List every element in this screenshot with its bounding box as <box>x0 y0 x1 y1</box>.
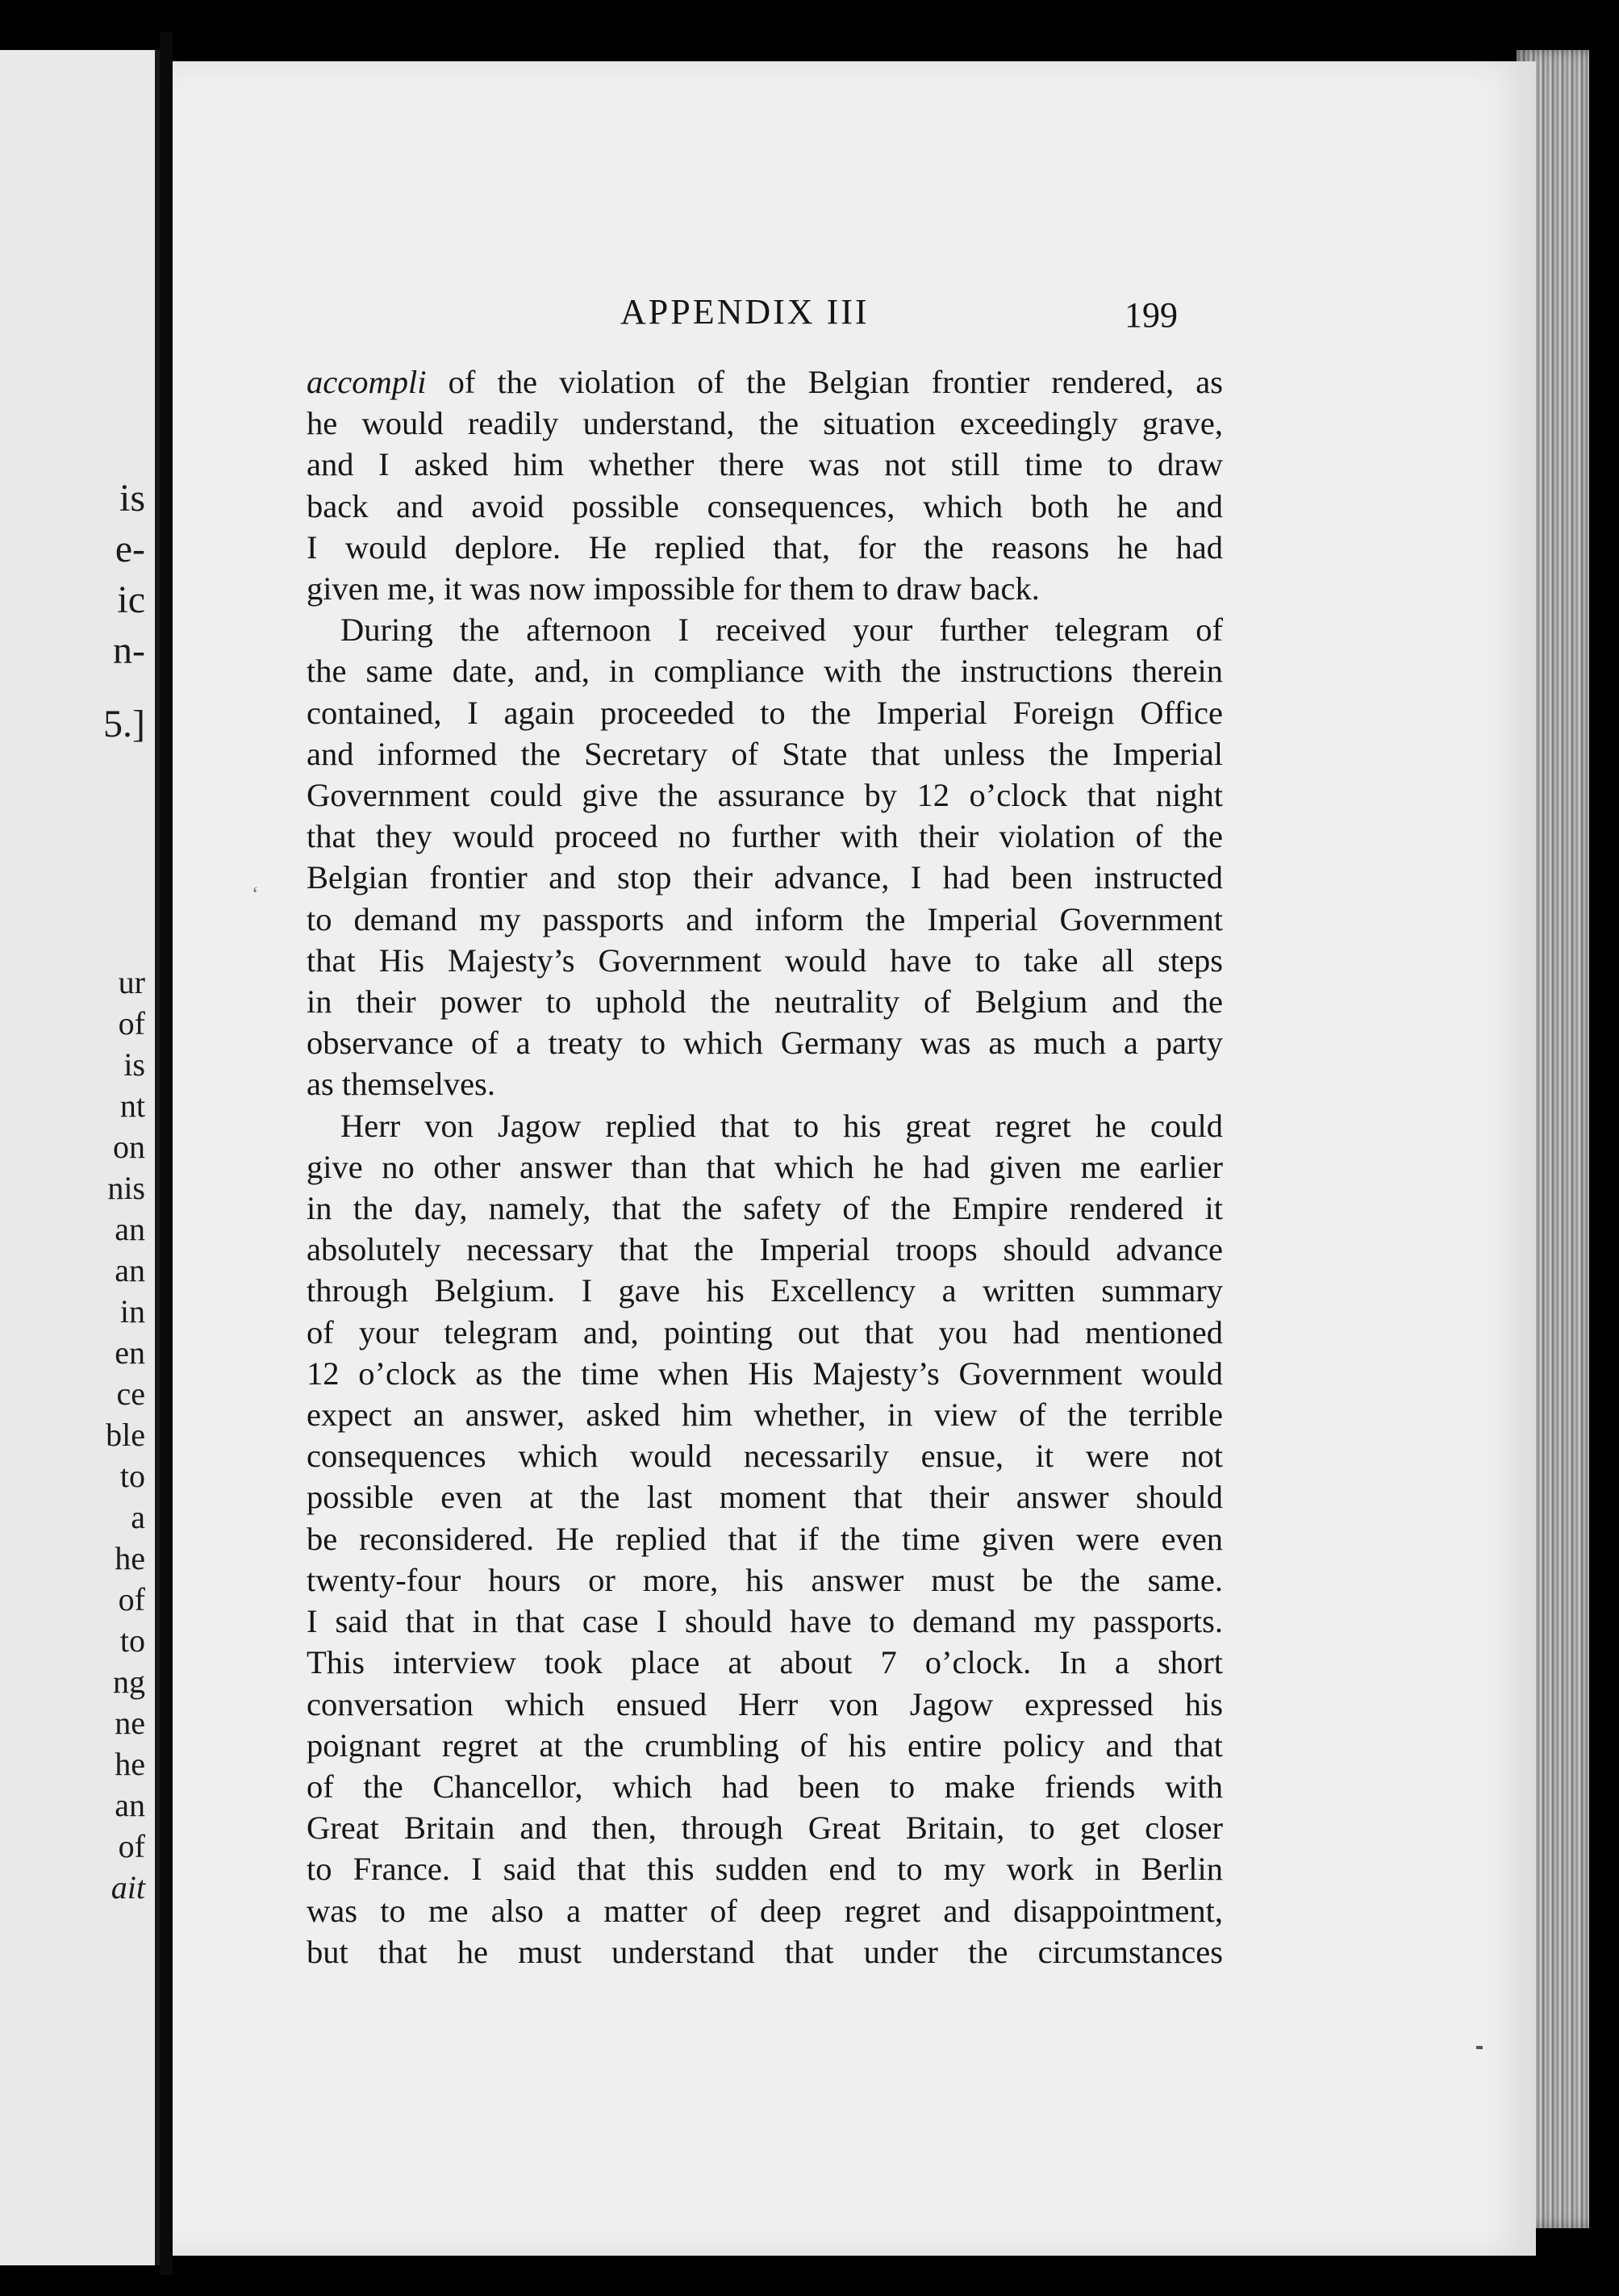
left-fragment: of <box>118 1828 145 1864</box>
text-line: to demand my passports and inform the Imperial Government <box>307 900 1223 937</box>
left-fragment: ne <box>115 1705 145 1741</box>
edge-mark <box>1476 2046 1483 2049</box>
text-line: possible even at the last moment that their answer should <box>307 1479 1223 1516</box>
text-line: Herr von Jagow replied that to his great regret he could <box>340 1107 1223 1144</box>
running-head: APPENDIX III <box>620 292 870 332</box>
text-line: through Belgium. I gave his Excellency a written summary <box>307 1272 1223 1309</box>
body-text <box>307 361 1223 1972</box>
text-line: to France. I said that this sudden end to my work in Berlin <box>307 1851 1223 1888</box>
left-fragment: n- <box>113 629 145 672</box>
text-line: and informed the Secretary of State that unless the Imperial <box>307 735 1223 772</box>
facing-left-page <box>0 50 160 2265</box>
left-fragment: 5.] <box>103 703 145 745</box>
text-line: in the day, namely, that the safety of the Empire rendered it <box>307 1190 1223 1227</box>
left-fragment: he <box>115 1540 145 1576</box>
page-number: 199 <box>1125 295 1178 335</box>
text-line: During the afternoon I received your further telegram of <box>340 612 1223 649</box>
text-line: poignant regret at the crumbling of his entire policy and that <box>307 1726 1223 1764</box>
left-fragment: ng <box>113 1664 145 1700</box>
text-line: as themselves. <box>307 1066 495 1103</box>
left-fragment: an <box>115 1252 145 1288</box>
text-line: was to me also a matter of deep regret and disappointment, <box>307 1892 1223 1929</box>
left-fragment: en <box>115 1334 145 1371</box>
italic-word: accompli <box>307 364 427 400</box>
text-line: back and avoid possible consequences, which both he and <box>307 487 1223 524</box>
text-line: contained, I again proceeded to the Imperial Foreign Office <box>307 694 1223 731</box>
left-fragment: he <box>115 1746 145 1782</box>
text-line: I said that in that case I should have to demand my passports. <box>307 1603 1223 1640</box>
text-line: and I asked him whether there was not still time to draw <box>307 446 1223 483</box>
left-fragment: on <box>113 1129 145 1165</box>
left-fragment: to <box>119 1458 145 1494</box>
text-line: observance of a treaty to which Germany was as much a party <box>307 1025 1223 1062</box>
stray-mark: ‘ <box>252 883 259 906</box>
text-line: Great Britain and then, through Great Britain, to get closer <box>307 1810 1223 1847</box>
left-fragment: to <box>119 1622 145 1659</box>
paragraph <box>307 361 1223 609</box>
paragraph <box>307 609 1223 1104</box>
text-line: in their power to uphold the neutrality of Belgium and the <box>307 983 1223 1021</box>
right-page <box>173 61 1536 2256</box>
left-fragment: ur <box>118 964 145 1000</box>
book-gutter <box>160 32 173 2275</box>
page-header <box>173 291 1536 340</box>
text-line: 12 o’clock as the time when His Majesty’s Government would <box>307 1355 1223 1392</box>
text-line: absolutely necessary that the Imperial troops should advance <box>307 1231 1223 1268</box>
left-fragment: nt <box>119 1087 145 1124</box>
text-line: twenty-four hours or more, his answer must be the same. <box>307 1561 1223 1598</box>
text-line: Government could give the assurance by 12 o’clock that night <box>307 777 1223 814</box>
left-page-fragment-group-a <box>34 478 155 745</box>
left-fragment: is <box>119 477 145 520</box>
text-line: given me, it was now impossible for them to draw back. <box>307 570 1040 607</box>
left-fragment: a <box>131 1499 145 1535</box>
left-fragment: in <box>119 1293 145 1330</box>
left-fragment: of <box>118 1581 145 1618</box>
text-line <box>307 361 1223 403</box>
text-line: he would readily understand, the situation exceedingly grave, <box>307 405 1223 442</box>
text-line: but that he must understand that under the circumstances <box>307 1933 1223 1970</box>
left-fragment: of <box>118 1005 145 1042</box>
text-line: the same date, and, in compliance with the instructions therein <box>307 653 1223 690</box>
text-line: This interview took place at about 7 o’clock. In a short <box>307 1644 1223 1681</box>
text-line: that His Majesty’s Government would have to take all steps <box>307 941 1223 979</box>
left-fragment: ble <box>106 1417 145 1453</box>
text-line: Belgian frontier and stop their advance, I had been instructed <box>307 859 1223 896</box>
text-line: of the Chancellor, which had been to make friends with <box>307 1768 1223 1805</box>
left-fragment: an <box>115 1211 145 1247</box>
left-fragment: ce <box>116 1376 145 1412</box>
paragraph <box>307 1105 1223 1972</box>
text-line: I would deplore. He replied that, for the reasons he had <box>307 528 1223 566</box>
text-line: of your telegram and, pointing out that you had mentioned <box>307 1313 1223 1350</box>
left-fragment: e- <box>115 528 145 570</box>
left-fragment: is <box>123 1046 145 1083</box>
text-line: consequences which would necessarily ensue, it were not <box>307 1438 1223 1475</box>
text-line: give no other answer than that which he had given me earlier <box>307 1148 1223 1185</box>
text-line: that they would proceed no further with their violation of the <box>307 818 1223 855</box>
left-fragment: an <box>115 1787 145 1823</box>
text-line: conversation which ensued Herr von Jagow expressed his <box>307 1685 1223 1722</box>
text-line: be reconsidered. He replied that if the time given were even <box>307 1520 1223 1557</box>
left-fragment: nis <box>107 1170 145 1206</box>
left-page-fragment-group-b <box>34 962 155 1908</box>
left-fragment: ic <box>117 578 145 621</box>
text-line: expect an answer, asked him whether, in view of the terrible <box>307 1396 1223 1434</box>
left-fragment: ait <box>111 1869 145 1906</box>
text-line-content: of the violation of the Belgian frontier rendered, as <box>448 364 1224 400</box>
